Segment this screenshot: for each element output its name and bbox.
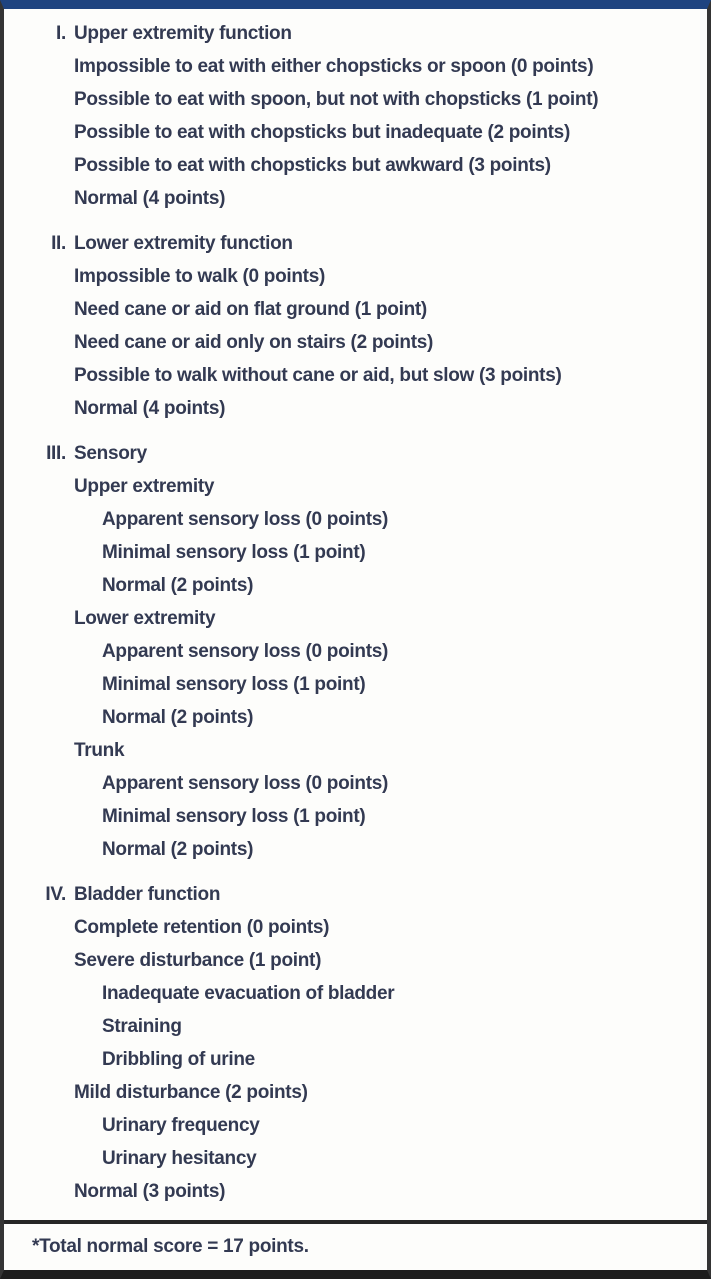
list-item: Dribbling of urine — [102, 1048, 255, 1070]
footnote-row — [4, 1220, 707, 1270]
list-item: Normal (2 points) — [102, 838, 254, 860]
list-item: Normal (4 points) — [74, 187, 226, 209]
list-item: Need cane or aid only on stairs (2 points) — [74, 331, 434, 353]
list-item: Severe disturbance (1 point) — [74, 949, 322, 971]
list-item: Possible to eat with chopsticks but awkward (3 points) — [74, 154, 551, 176]
footnote-text: *Total normal score = 17 points. — [32, 1236, 309, 1257]
list-item: Urinary hesitancy — [102, 1147, 257, 1169]
list-item: Possible to walk without cane or aid, but slow (3 points) — [74, 364, 562, 386]
section — [20, 437, 697, 866]
section-title: Bladder function — [74, 883, 221, 905]
section-header — [20, 878, 697, 911]
list-item: Urinary frequency — [102, 1114, 260, 1136]
list-item: Possible to eat with spoon, but not with chopsticks (1 point) — [74, 88, 599, 110]
list-item: Impossible to eat with either chopsticks or spoon (0 points) — [74, 55, 594, 77]
list-item: Upper extremity — [74, 475, 215, 497]
list-item: Normal (2 points) — [102, 706, 254, 728]
section-numeral: III. — [46, 442, 66, 464]
score-sections — [4, 9, 707, 1220]
section — [20, 17, 697, 215]
list-item: Lower extremity — [74, 607, 216, 629]
list-item: Apparent sensory loss (0 points) — [102, 772, 389, 794]
list-item: Minimal sensory loss (1 point) — [102, 805, 366, 827]
section-header — [20, 17, 697, 50]
section — [20, 878, 697, 1208]
list-item: Straining — [102, 1015, 182, 1037]
section-title: Lower extremity function — [74, 232, 293, 254]
list-item: Trunk — [74, 739, 125, 761]
section — [20, 227, 697, 425]
list-item: Inadequate evacuation of bladder — [102, 982, 395, 1004]
list-item: Apparent sensory loss (0 points) — [102, 640, 389, 662]
list-item: Apparent sensory loss (0 points) — [102, 508, 389, 530]
list-item: Need cane or aid on flat ground (1 point) — [74, 298, 427, 320]
section-title: Sensory — [74, 442, 147, 464]
list-item: Possible to eat with chopsticks but inadequate (2 points) — [74, 121, 570, 143]
list-item: Impossible to walk (0 points) — [74, 265, 326, 287]
section-numeral: IV. — [45, 883, 66, 905]
list-item: Normal (3 points) — [74, 1180, 226, 1202]
list-item: Mild disturbance (2 points) — [74, 1081, 308, 1103]
section-numeral: I. — [56, 22, 66, 44]
section-header — [20, 437, 697, 470]
section-numeral: II. — [51, 232, 66, 254]
section-title: Upper extremity function — [74, 22, 292, 44]
list-item: Normal (4 points) — [74, 397, 226, 419]
list-item: Complete retention (0 points) — [74, 916, 330, 938]
section-header — [20, 227, 697, 260]
list-item: Normal (2 points) — [102, 574, 254, 596]
list-item: Minimal sensory loss (1 point) — [102, 673, 366, 695]
list-item: Minimal sensory loss (1 point) — [102, 541, 366, 563]
